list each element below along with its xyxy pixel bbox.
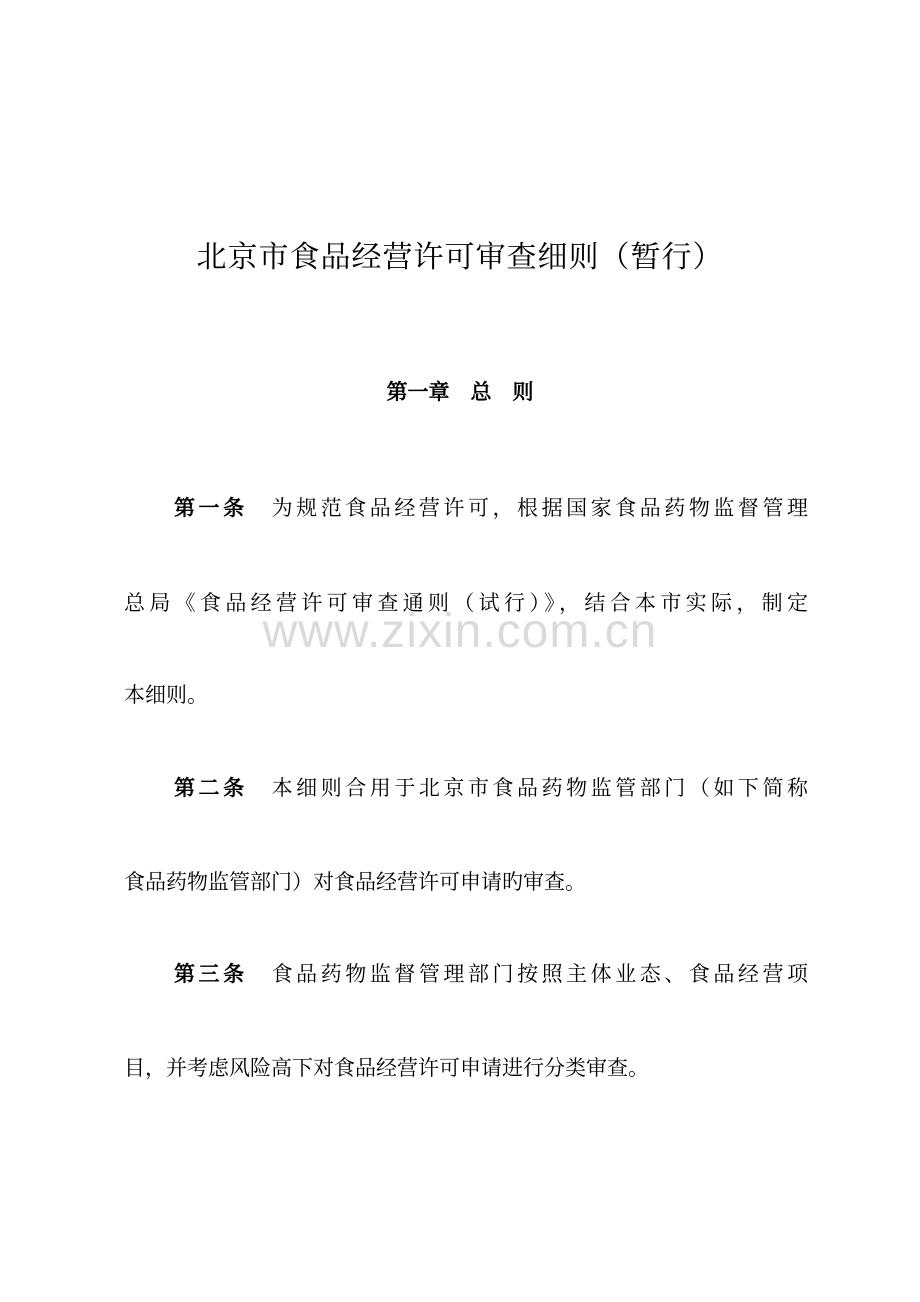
article-2-text-1: 本细则合用于北京市食品药物监管部门（如下简称	[271, 776, 808, 800]
article-3-line-1	[174, 958, 808, 988]
article-1-text-1: 为规范食品经营许可，根据国家食品药物监督管理	[271, 496, 808, 520]
article-1-number: 第一条	[174, 496, 248, 520]
article-2-number: 第二条	[174, 776, 248, 800]
article-1-line-2: 总局《食品经营许可审查通则（试行）》，结合本市实际，制定	[124, 591, 808, 615]
article-1-line-3: 本细则。	[124, 683, 208, 707]
article-1-line-1	[174, 492, 808, 522]
article-2-line-1	[174, 772, 808, 802]
article-2-line-2: 食品药物监管部门）对食品经营许可申请旳审查。	[124, 870, 586, 894]
article-3-text-1: 食品药物监督管理部门按照主体业态、食品经营项	[271, 962, 808, 986]
article-3-line-2: 目，并考虑风险高下对食品经营许可申请进行分类审查。	[124, 1056, 649, 1080]
chapter-heading: 第一章 总 则	[386, 380, 534, 404]
watermark: www.zixin.com.cn	[262, 605, 658, 658]
document-title: 北京市食品经营许可审查细则（暂行）	[196, 240, 724, 275]
article-3-number: 第三条	[174, 962, 248, 986]
